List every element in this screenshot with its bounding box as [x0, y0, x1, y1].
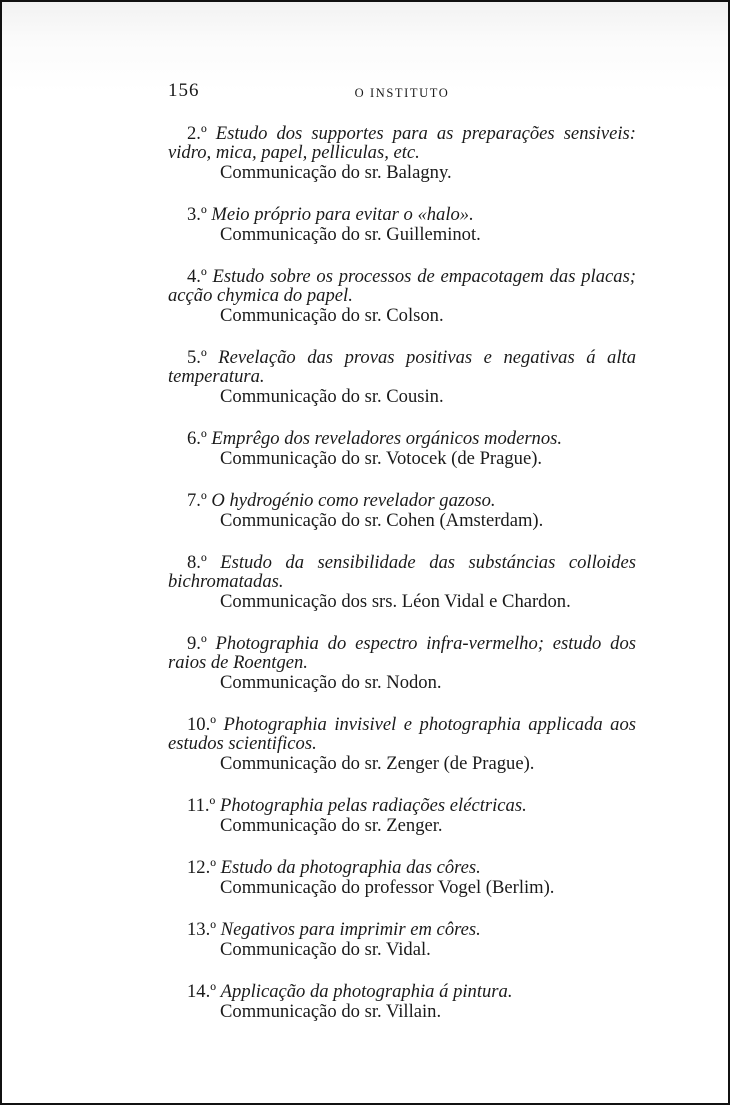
entry-communication: Communicação do sr. Votocek (de Prague). [220, 448, 543, 469]
running-title: O INSTITUTO [354, 86, 450, 100]
entry-title [168, 858, 636, 877]
entry-title [168, 124, 636, 162]
entry-number: 9.º [187, 633, 207, 654]
entry-topic: Revelação das provas positivas e negativas á alta temperatura. [168, 347, 636, 387]
entry-title [168, 634, 636, 672]
entry-topic: Photographia pelas radiações eléctricas. [219, 795, 527, 816]
list-item [168, 715, 636, 774]
entry-topic: Meio próprio para evitar o «halo». [211, 204, 474, 225]
entry-title [168, 982, 636, 1001]
entry-topic: Estudo dos supportes para as preparações sensiveis: vidro, mica, papel, pelliculas, etc. [168, 123, 636, 163]
entry-number: 11.º [187, 795, 216, 816]
page-number: 156 [168, 80, 200, 101]
list-item [168, 267, 636, 326]
list-item [168, 124, 636, 183]
entry-topic: O hydrogénio como revelador gazoso. [211, 490, 496, 511]
entry-number: 7.º [187, 490, 207, 511]
list-item [168, 429, 636, 469]
entry-title [168, 553, 636, 591]
entry-topic: Photographia invisivel e photographia applicada aos estudos scientificos. [168, 714, 637, 754]
entry-topic: Estudo da sensibilidade das substáncias colloides bichromatadas. [168, 552, 636, 592]
entry-communication: Communicação dos srs. Léon Vidal e Chardon. [220, 591, 571, 612]
entry-communication: Communicação do sr. Balagny. [220, 162, 452, 183]
entry-communication: Communicação do sr. Guilleminot. [220, 224, 481, 245]
entry-title [168, 715, 636, 753]
entry-communication: Communicação do sr. Cohen (Amsterdam). [220, 510, 544, 531]
list-item [168, 858, 636, 898]
entry-communication: Communicação do sr. Zenger (de Prague). [220, 753, 535, 774]
entry-communication: Communicação do sr. Nodon. [220, 672, 442, 693]
entry-communication: Communicação do sr. Villain. [220, 1001, 442, 1022]
entry-number: 14.º [187, 981, 217, 1002]
entry-number: 6.º [187, 428, 207, 449]
entry-number: 3.º [187, 204, 207, 225]
entry-title [168, 429, 636, 448]
entry-number: 2.º [187, 123, 207, 144]
entry-number: 13.º [187, 919, 217, 940]
entry-topic: Applicação da photographia á pintura. [220, 981, 513, 1002]
list-item [168, 920, 636, 960]
entry-title [168, 491, 636, 510]
entry-title [168, 205, 636, 224]
entry-number: 4.º [187, 266, 207, 287]
list-item [168, 491, 636, 531]
entry-title [168, 267, 636, 305]
entry-title [168, 796, 636, 815]
entry-communication: Communicação do sr. Cousin. [220, 386, 444, 407]
entry-list [168, 124, 636, 1044]
entry-topic: Estudo da photographia das côres. [220, 857, 481, 878]
entry-number: 10.º [187, 714, 217, 735]
list-item [168, 796, 636, 836]
entry-number: 12.º [187, 857, 217, 878]
entry-title [168, 920, 636, 939]
entry-communication: Communicação do sr. Zenger. [220, 815, 443, 836]
entry-topic: Emprêgo dos reveladores orgánicos modernos. [211, 428, 563, 449]
entry-communication: Communicação do sr. Colson. [220, 305, 444, 326]
list-item [168, 348, 636, 407]
entry-number: 5.º [187, 347, 207, 368]
list-item [168, 205, 636, 245]
entry-title [168, 348, 636, 386]
entry-communication: Communicação do professor Vogel (Berlim). [220, 877, 555, 898]
entry-topic: Estudo sobre os processos de empacotagem das placas; acção chymica do papel. [168, 266, 636, 306]
entry-number: 8.º [187, 552, 207, 573]
list-item [168, 634, 636, 693]
entry-topic: Photographia do espectro infra-vermelho; estudo dos raios de Roentgen. [168, 633, 636, 673]
list-item [168, 553, 636, 612]
entry-communication: Communicação do sr. Vidal. [220, 939, 431, 960]
list-item [168, 982, 636, 1022]
page-header [168, 80, 636, 104]
entry-topic: Negativos para imprimir em côres. [220, 919, 481, 940]
